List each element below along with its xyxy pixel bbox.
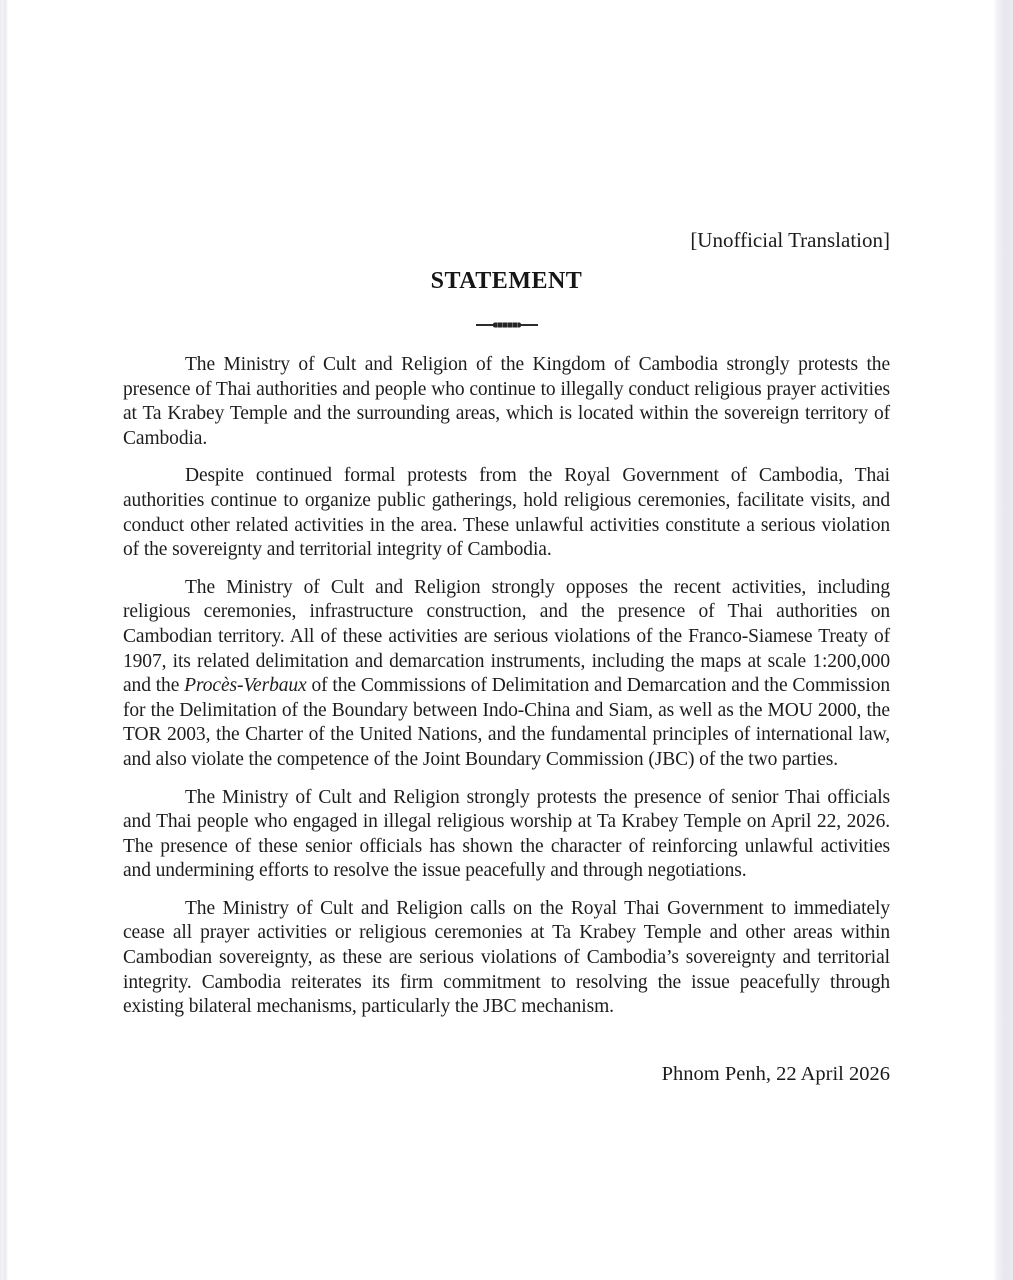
divider-center-ornament — [493, 323, 521, 328]
page-edge-left — [0, 0, 8, 1280]
text-run: of the Commissions of Delimitation and Demarcation and the Commission for the Delimitation of the Boundary between Indo-China and Siam, as well as the MOU 2000, the TOR 2003, the Charter of the United Nations, and the fundamental principles of international law, and also violate the competence of the Joint Boundary Commission (JBC) of the two parties. — [123, 675, 890, 770]
paragraphs — [123, 353, 890, 1020]
ornamental-divider — [476, 324, 538, 326]
unofficial-translation-note: [Unofficial Translation] — [690, 228, 890, 252]
page-title: STATEMENT — [430, 268, 583, 294]
text-run: The Ministry of Cult and Religion calls on the Royal Thai Government to immediately cease all prayer activities or religious ceremonies at Ta Krabey Temple and other areas within Cambodian sovereignty, as these are serious violations of Cambodia’s sovereignty and territorial integrity. Cambodia reiterates its firm commitment to resolving the issue peacefully through existing bilateral mechanisms, particularly the JBC mechanism. — [123, 897, 890, 1018]
statement-paragraph — [123, 353, 890, 451]
statement-paragraph — [123, 576, 890, 773]
dateline: Phnom Penh, 22 April 2026 — [661, 1062, 890, 1085]
text-run: The Ministry of Cult and Religion of the Kingdom of Cambodia strongly protests the presence of Thai authorities and people who continue to illegally conduct religious prayer activities at Ta Krabey Temple and the surrounding areas, which is located within the sovereign territory of Cambodia. — [123, 354, 890, 449]
statement-paragraph — [123, 464, 890, 562]
statement-document — [123, 228, 890, 1086]
italic-text-run: Procès-Verbaux — [184, 675, 307, 697]
text-run: The Ministry of Cult and Religion strongly protests the presence of senior Thai officials and Thai people who engaged in illegal religious worship at Ta Krabey Temple on April 22, 2026. The presence of these senior officials has shown the character of reinforcing unlawful activities and undermining efforts to resolve the issue peacefully and through negotiations. — [123, 786, 890, 882]
text-run: Despite continued formal protests from the Royal Government of Cambodia, Thai authorities continue to organize public gatherings, hold religious ceremonies, facilitate visits, and conduct other related activities in the area. These unlawful activities constitute a serious violation of the sovereignty and territorial integrity of Cambodia. — [123, 465, 890, 561]
page-edge-right — [993, 0, 1013, 1280]
statement-paragraph — [123, 786, 890, 884]
statement-paragraph — [123, 897, 890, 1020]
text-run: The Ministry of Cult and Religion strongly opposes the recent activities, including religious ceremonies, infrastructure construction, and the presence of Thai authorities on Cambodian territory. All of these activities are serious violations of the Franco-Siamese Treaty of 1907, its related delimitation and demarcation instruments, including the maps at scale 1:200,000 and the — [123, 576, 890, 697]
